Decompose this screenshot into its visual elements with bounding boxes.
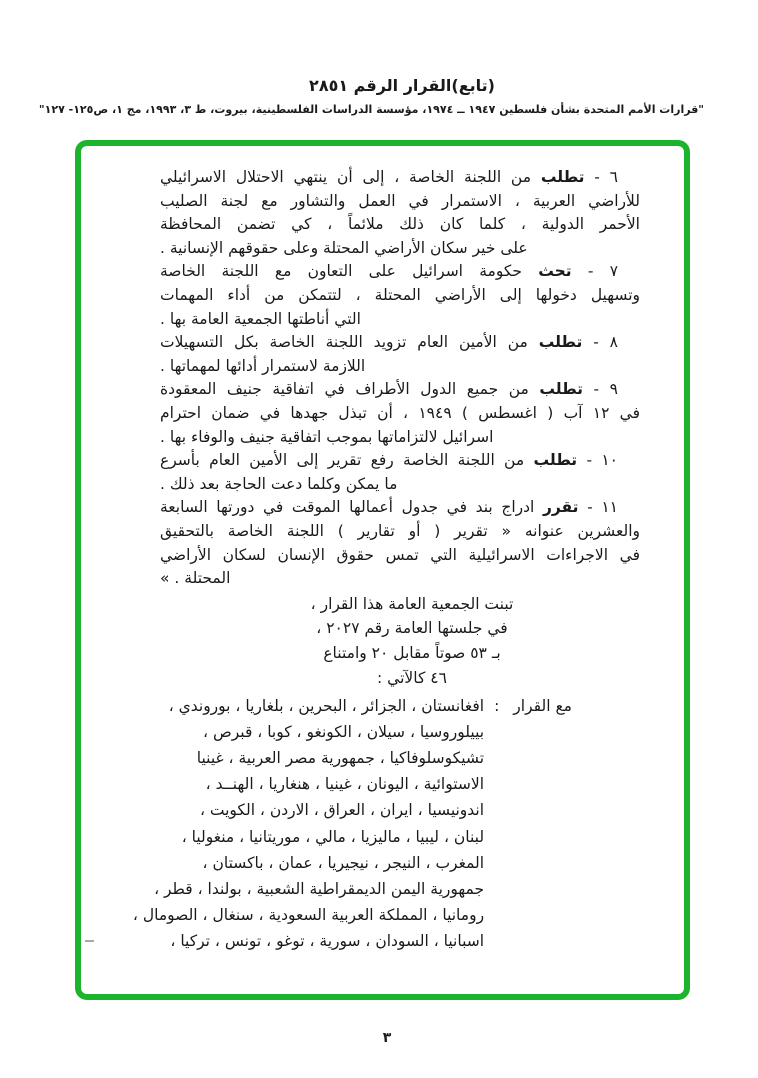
clause-number: ١٠ - (586, 451, 618, 470)
clause-verb: تحث (538, 262, 572, 281)
clause-line: ما يمكن وكلما دعت الحاجة بعد ذلك . (160, 474, 398, 493)
vote-with-section (132, 693, 640, 955)
clause-number: ٨ - (593, 333, 618, 352)
adoption-statement (160, 592, 640, 691)
clause-number: ٩ - (593, 380, 618, 399)
clause-number: ٦ - (594, 168, 618, 186)
clause-line: من اللجنة الخاصة رفع تقرير إلى الأمين العام بأسرع (160, 451, 525, 470)
clause-line: في ١٢ آب ( اغسطس ) ١٩٤٩ ، أن تبذل جهدها في ضمان احترام (160, 403, 641, 422)
country-line: لبنان ، ليبيا ، ماليزيا ، مالي ، موريتانيا ، منغوليا ، (181, 827, 485, 846)
resolution-text (81, 146, 684, 994)
clause-verb: تطلب (533, 451, 578, 470)
clause-7 (160, 260, 640, 331)
vote-with-colon: : (494, 696, 500, 715)
clause-line: اللازمة لاستمرار أدائها لمهماتها . (160, 356, 366, 375)
stray-mark (85, 940, 94, 942)
clause-line: من اللجنة الخاصة ، إلى أن ينتهي الاحتلال الاسرائيلي (160, 168, 532, 186)
adoption-line: تبنت الجمعية العامة هذا القرار ، (310, 594, 514, 613)
clause-line: التي أناطتها الجمعية العامة بها . (160, 309, 361, 328)
clause-verb: تطلب (540, 168, 585, 186)
clause-line: ادراج بند في جدول أعمالها الموقت في دورتها السابعة (160, 498, 535, 517)
adoption-line: بـ ٥٣ صوتاً مقابل ٢٠ وامتناع (323, 644, 501, 663)
country-line: تشيكوسلوفاكيا ، جمهورية مصر العربية ، غينيا (196, 748, 485, 767)
clause-verb: تطلب (538, 333, 583, 352)
country-list (132, 693, 485, 955)
adoption-line: في جلستها العامة رقم ٢٠٢٧ ، (316, 619, 508, 638)
clause-line: الأحمر الدولية ، كلما كان ذلك ملائماً ، كي تضمن المحافظة (160, 215, 640, 234)
green-frame (75, 140, 690, 1000)
clause-verb: تطلب (539, 380, 583, 399)
clause-verb: تقرر (542, 498, 579, 517)
country-line: رومانيا ، المملكة العربية السعودية ، سنغال ، الصومال ، (132, 906, 485, 925)
clause-line: في الاجراءات الاسرائيلية التي تمس حقوق الإنسان لسكان الأراضي (160, 545, 640, 564)
clause-6 (160, 166, 640, 260)
clause-8 (160, 331, 640, 378)
country-line: جمهورية اليمن الديمقراطية الشعبية ، بولندا ، قطر ، (154, 879, 485, 898)
adoption-line: ٤٦ كالآتي : (377, 668, 447, 687)
source-citation: "قرارات الأمم المتحدة بشأن فلسطين ١٩٤٧ ــ ١٩٧٤، مؤسسة الدراسات الفلسطينية، بيروت، ط ٣، ١٩٩٣، مج ١، ص١٢٥- ١٢٧" (38, 103, 704, 116)
clause-11 (160, 496, 640, 590)
clause-number: ٧ - (587, 262, 619, 281)
clause-number: ١١ - (587, 498, 618, 517)
clause-line: والعشرين عنوانه « تقرير ( أو تقارير ) اللجنة الخاصة بالتحقيق (160, 521, 640, 540)
clause-9 (160, 378, 640, 449)
country-line: افغانستان ، الجزائر ، البحرين ، بلغاريا ، بوروندي ، (168, 696, 485, 715)
page-number: ٣ (382, 1030, 392, 1046)
country-line: الاستوائية ، اليونان ، غينيا ، هنغاريا ، الهنــد ، (205, 775, 485, 794)
country-line: اسبانيا ، السودان ، سورية ، توغو ، تونس ، تركيا ، (170, 932, 485, 951)
clause-line: اسرائيل لالتزاماتها بموجب اتفاقية جنيف والوفاء بها . (160, 427, 494, 446)
clause-line: على خير سكان الأراضي المحتلة وعلى حقوقهم الإنسانية . (160, 238, 528, 257)
clause-line: للأراضي العربية ، الاستمرار في العمل والتشاور مع لجنة الصليب (160, 191, 640, 210)
country-line: اندونيسيا ، ايران ، العراق ، الاردن ، الكويت ، (199, 801, 485, 820)
country-line: المغرب ، النيجر ، نيجيريا ، عمان ، باكستان ، (202, 853, 485, 872)
country-line: بييلوروسيا ، سيلان ، الكونغو ، كوبا ، قبرص ، (203, 722, 485, 741)
vote-with-label: مع القرار (513, 696, 572, 715)
clause-line: وتسهيل دخولها إلى الأراضي المحتلة ، لتتمكن من أداء المهمات (160, 285, 640, 304)
page-title: (تابع)القرار الرقم ٢٨٥١ (309, 76, 495, 95)
clause-line: حكومة اسرائيل على التعاون مع اللجنة الخاصة (160, 262, 522, 281)
clause-10 (160, 449, 640, 496)
clause-line: المحتلة . » (160, 569, 231, 588)
clause-line: من جميع الدول الأطراف في اتفاقية جنيف المعقودة (160, 380, 529, 399)
clause-line: من الأمين العام تزويد اللجنة الخاصة بكل التسهيلات (160, 333, 528, 352)
